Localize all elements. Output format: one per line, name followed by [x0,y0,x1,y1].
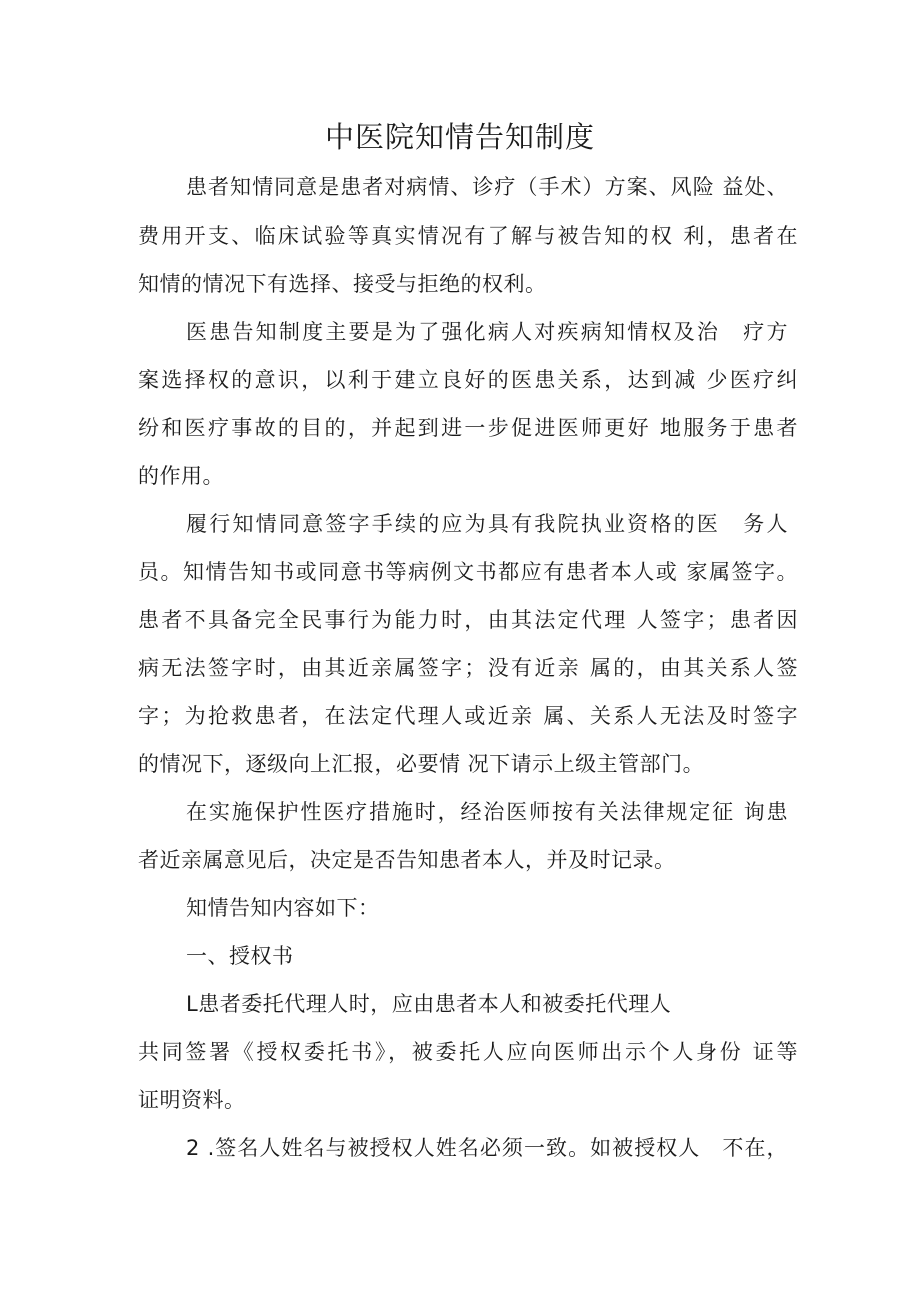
list-item-line: 证明资料。 [138,1088,246,1112]
body-line: 费用开支、临床试验等真实情况有了解与被告知的权 利，患者在 [138,224,798,248]
body-line: 者近亲属意见后，决定是否告知患者本人，并及时记录。 [138,848,676,872]
body-line: 履行知情同意签字手续的应为具有我院执业资格的医 务人 [186,512,788,536]
body-line: 的作用。 [138,464,224,488]
body-line: 患者不具备完全民事行为能力时，由其法定代理 人签字；患者因 [138,608,798,632]
document-title: 中医院知情告知制度 [324,120,595,154]
body-line: 知情的情况下有选择、接受与拒绝的权利。 [138,272,547,296]
body-line: 在实施保护性医疗措施时，经治医师按有关法律规定征 询患 [186,800,788,824]
body-line: 的情况下，逐级向上汇报，必要情 况下请示上级主管部门。 [138,752,705,776]
list-item-line: L患者委托代理人时，应由患者本人和被委托代理人 [186,992,672,1016]
body-line: 病无法签字时，由其近亲属签字；没有近亲 属的，由其关系人签 [138,656,798,680]
section-intro: 知情告知内容如下： [186,896,380,920]
section-heading: 一、授权书 [186,944,294,968]
body-line: 案选择权的意识，以利于建立良好的医患关系，达到减 少医疗纠 [138,368,798,392]
list-item-line: 共同签署《授权委托书》，被委托人应向医师出示个人身份 证等 [138,1040,798,1064]
list-item-line: 2 .签名人姓名与被授权人姓名必须一致。如被授权人 不在， [186,1136,788,1160]
body-line: 字；为抢救患者，在法定代理人或近亲 属、关系人无法及时签字 [138,704,798,728]
body-line: 患者知情同意是患者对病情、诊疗（手术）方案、风险 益处、 [186,175,788,199]
body-line: 纷和医疗事故的目的，并起到进一步促进医师更好 地服务于患者 [138,416,798,440]
body-line: 医患告知制度主要是为了强化病人对疾病知情权及治 疗方 [186,320,788,344]
body-line: 员。知情告知书或同意书等病例文书都应有患者本人或 家属签字。 [138,560,798,584]
